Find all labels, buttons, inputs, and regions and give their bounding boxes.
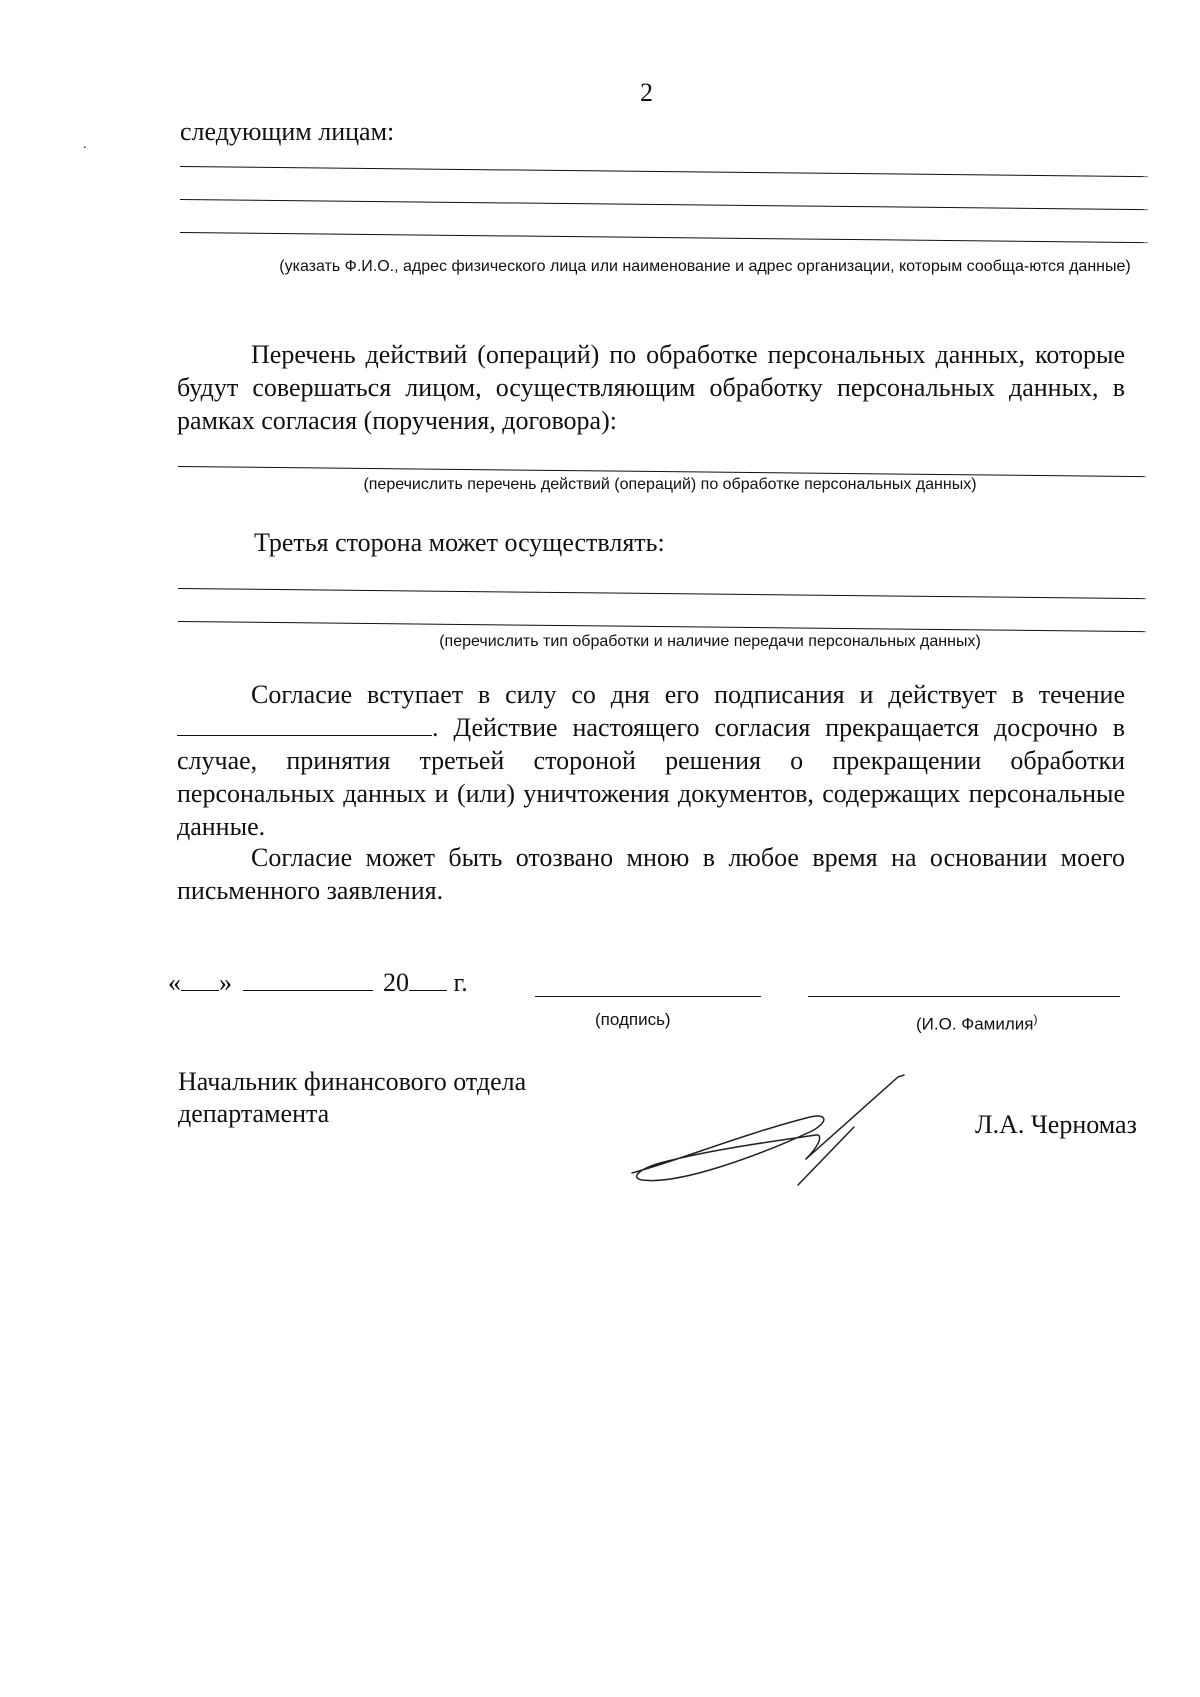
recipients-blank-line-3[interactable]	[180, 232, 1148, 243]
recipients-blank-line-2[interactable]	[180, 199, 1148, 210]
date-open-quote: «	[168, 968, 181, 997]
date-close-quote: »	[219, 968, 232, 997]
actions-paragraph-text: Перечень действий (операций) по обработке персональных данных, которые будут совершаться лицом, осуществляющим обработку персональных данных, в рамках согласия (поручения, договора):	[177, 340, 1125, 435]
actions-paragraph	[177, 338, 1125, 437]
third-party-blank-line-1[interactable]	[178, 588, 1146, 599]
name-blank-line[interactable]	[808, 996, 1120, 997]
validity-rest-text: . Действие настоящего согласия прекращается досрочно в случае, принятия третьей стороной решения о прекращении обработки персональных данных и (или) уничтожения документов, содержащих персональные данные.	[177, 713, 1125, 841]
day-blank[interactable]	[181, 968, 219, 991]
official-name: Л.А. Черномаз	[975, 1110, 1137, 1139]
recipients-blank-line-1[interactable]	[180, 166, 1148, 177]
official-position-line-2: департамента	[178, 1099, 330, 1128]
official-position-line-1: Начальник финансового отдела	[178, 1067, 527, 1096]
validity-paragraph	[177, 678, 1125, 843]
third-party-line: Третья сторона может осуществлять:	[254, 528, 665, 557]
handwritten-signature	[620, 1065, 910, 1195]
date-line	[168, 966, 468, 1000]
name-label-mark: )	[1033, 1012, 1038, 1026]
page-number: 2	[640, 78, 653, 107]
year-prefix: 20	[383, 968, 409, 997]
month-blank[interactable]	[243, 968, 373, 991]
signature-blank-line[interactable]	[535, 996, 761, 997]
validity-period-blank[interactable]	[177, 713, 432, 736]
third-party-hint: (перечислить тип обработки и наличие передачи персональных данных)	[439, 633, 981, 650]
recipients-hint: (указать Ф.И.О., адрес физического лица или наименование и адрес организации, которым сообща-ются данные)	[279, 258, 1131, 275]
validity-start-text: Согласие вступает в силу со дня его подписания и действует в течение	[251, 680, 1125, 709]
year-suffix: г.	[453, 968, 468, 997]
signature-label: (подпись)	[595, 1010, 671, 1029]
revocation-paragraph	[177, 841, 1125, 907]
revocation-text: Согласие может быть отозвано мною в любое время на основании моего письменного заявления.	[177, 843, 1125, 905]
name-label: (И.О. Фамилия)	[916, 1012, 1038, 1034]
year-blank[interactable]	[409, 968, 447, 991]
stray-mark: .	[83, 137, 87, 152]
intro-line: следующим лицам:	[180, 117, 395, 146]
actions-hint: (перечислить перечень действий (операций) по обработке персональных данных)	[363, 476, 977, 493]
